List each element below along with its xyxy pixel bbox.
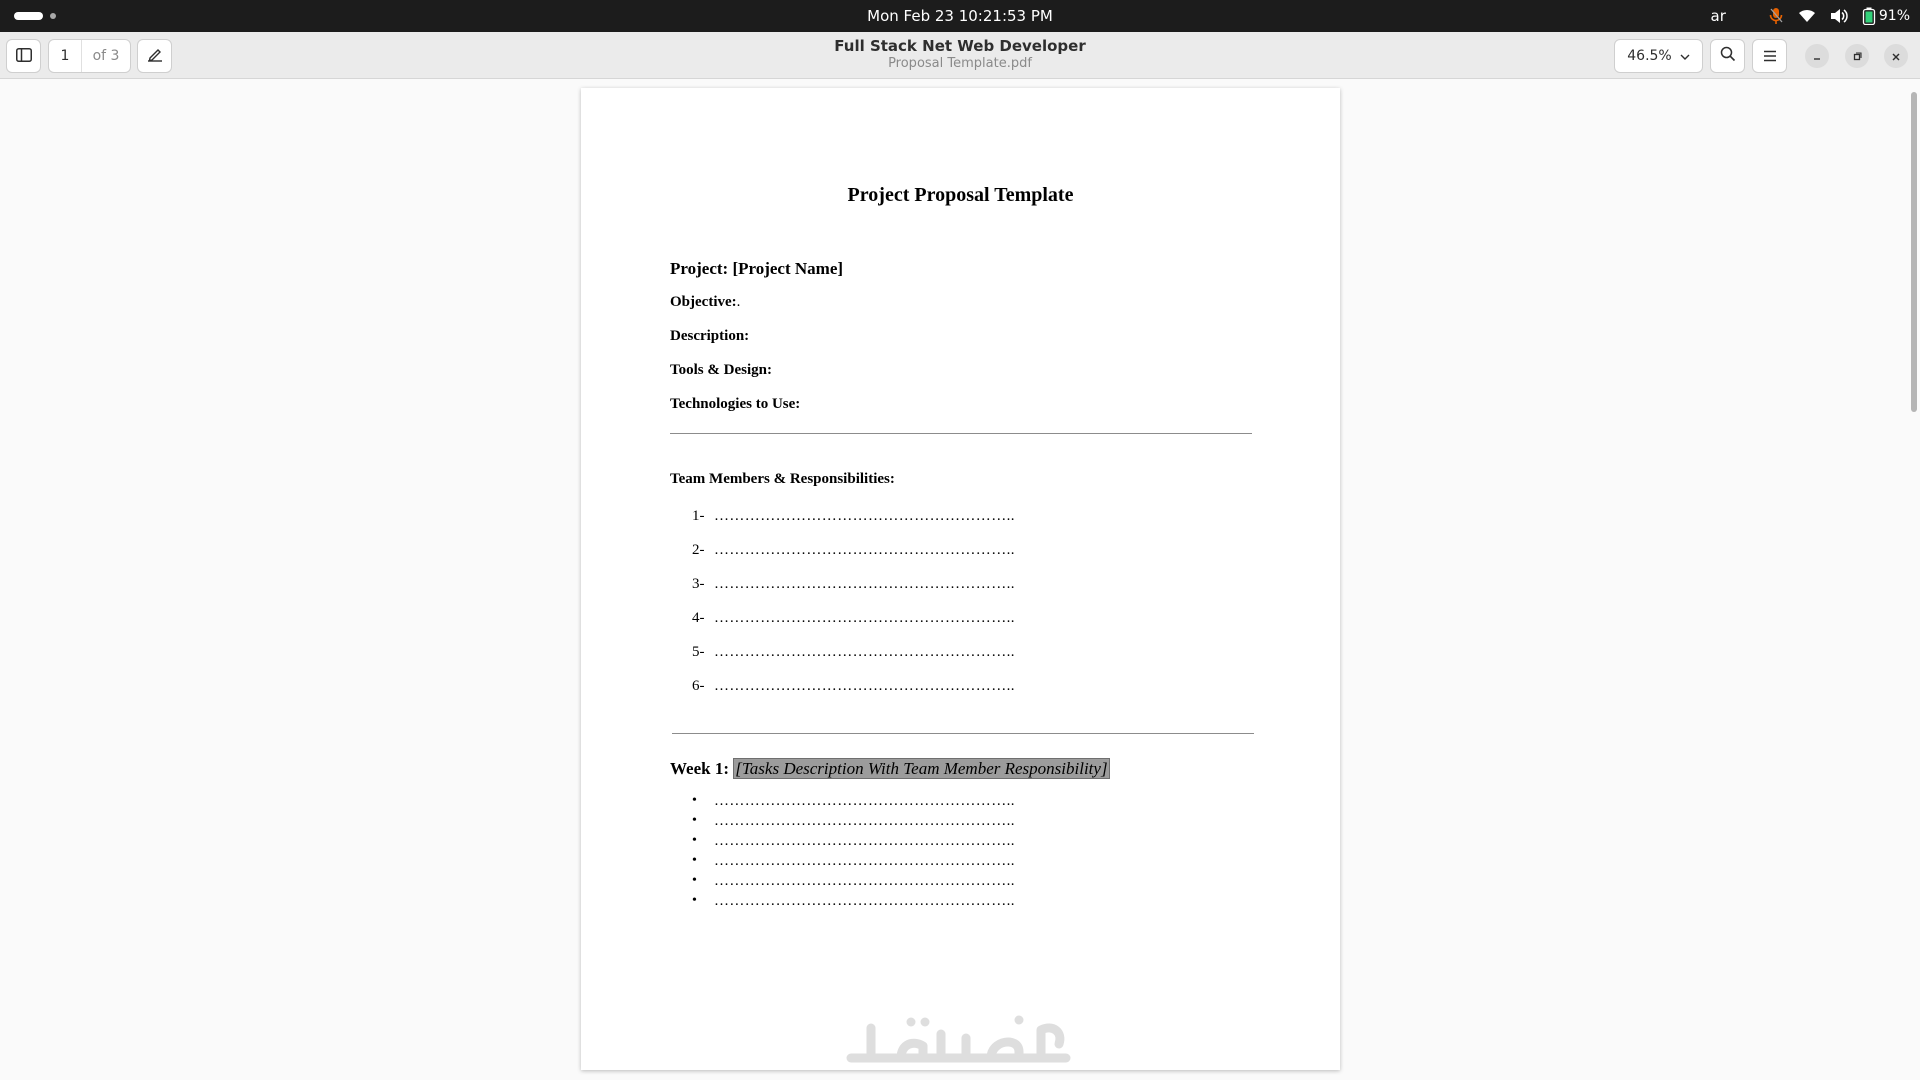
- team-member-number: 5-: [692, 644, 705, 660]
- close-button[interactable]: [1884, 44, 1908, 68]
- activities-indicator[interactable]: [14, 12, 56, 20]
- clock-datetime[interactable]: Mon Feb 23 10:21:53 PM: [867, 7, 1053, 25]
- team-member-line: …………………………………………………..: [714, 610, 1015, 626]
- task-line: …………………………………………………..: [714, 813, 1015, 829]
- team-member-line: …………………………………………………..: [714, 678, 1015, 694]
- technologies-label: Technologies to Use:: [670, 396, 801, 412]
- pencil-icon: [147, 46, 163, 66]
- input-language-indicator[interactable]: ar: [1710, 7, 1726, 25]
- week-1-heading: [670, 759, 1110, 779]
- wifi-icon[interactable]: [1798, 9, 1816, 23]
- team-member-line: …………………………………………………..: [714, 644, 1015, 660]
- task-line: …………………………………………………..: [714, 893, 1015, 909]
- search-button[interactable]: [1710, 39, 1745, 73]
- team-member-number: 1-: [692, 508, 705, 524]
- objective-field: [670, 294, 740, 311]
- description-label: Description:: [670, 328, 750, 344]
- microphone-icon[interactable]: [1768, 7, 1784, 25]
- khamsat-watermark-logo: [841, 1006, 1081, 1070]
- bullet: •: [692, 873, 697, 888]
- task-line: …………………………………………………..: [714, 853, 1015, 869]
- team-member-number: 4-: [692, 610, 705, 626]
- team-member-line: …………………………………………………..: [714, 508, 1015, 524]
- bullet: •: [692, 853, 697, 868]
- team-member-number: 2-: [692, 542, 705, 558]
- team-member-number: 6-: [692, 678, 705, 694]
- section-divider: [670, 433, 1252, 434]
- bullet: •: [692, 893, 697, 908]
- document-viewer-headerbar: [0, 32, 1920, 79]
- vertical-scrollbar[interactable]: [1911, 92, 1917, 412]
- objective-label: Objective:: [670, 294, 737, 310]
- project-name-field: Project: [Project Name]: [670, 259, 844, 278]
- team-member-number: 3-: [692, 576, 705, 592]
- bullet: •: [692, 813, 697, 828]
- battery-percent: 91%: [1878, 8, 1910, 24]
- bullet: •: [692, 833, 697, 848]
- task-line: …………………………………………………..: [714, 793, 1015, 809]
- task-line: …………………………………………………..: [714, 833, 1015, 849]
- chevron-down-icon: [1680, 48, 1690, 64]
- team-member-line: …………………………………………………..: [714, 576, 1015, 592]
- zoom-level: 46.5%: [1627, 48, 1672, 64]
- sidebar-toggle-button[interactable]: [6, 39, 41, 73]
- objective-value: .: [736, 294, 741, 310]
- window-subtitle: Proposal Template.pdf: [888, 56, 1032, 71]
- close-icon: [1891, 47, 1901, 66]
- pdf-page: [581, 88, 1340, 1070]
- current-page-input[interactable]: 1: [49, 40, 82, 72]
- document-view[interactable]: [0, 80, 1920, 1080]
- page-number-entry[interactable]: [48, 39, 131, 73]
- week-label: Week 1:: [670, 759, 730, 778]
- workspace-active-indicator: [14, 12, 43, 20]
- bullet: •: [692, 793, 697, 808]
- system-tray[interactable]: [1711, 0, 1910, 32]
- document-title: Project Proposal Template: [847, 184, 1074, 206]
- battery-icon: [1862, 7, 1876, 25]
- tools-design-label: Tools & Design:: [670, 362, 772, 378]
- minimize-icon: [1812, 47, 1822, 66]
- window-title: Full Stack Net Web Developer: [834, 37, 1086, 55]
- minimize-button[interactable]: [1805, 44, 1829, 68]
- section-divider: [672, 733, 1254, 734]
- workspace-inactive-indicator: [50, 13, 56, 19]
- task-line: …………………………………………………..: [714, 873, 1015, 889]
- restore-button[interactable]: [1845, 44, 1869, 68]
- hamburger-menu-icon: [1763, 47, 1777, 66]
- page-total-label: of 3: [92, 48, 120, 64]
- zoom-dropdown[interactable]: [1614, 39, 1703, 73]
- restore-icon: [1852, 47, 1862, 66]
- system-top-bar: [0, 0, 1920, 32]
- search-icon: [1720, 46, 1736, 66]
- team-members-heading: Team Members & Responsibilities:: [670, 471, 895, 487]
- main-menu-button[interactable]: [1752, 39, 1787, 73]
- sidebar-toggle-icon: [16, 47, 32, 66]
- battery-indicator[interactable]: [1862, 7, 1910, 25]
- week-task-placeholder[interactable]: [Tasks Description With Team Member Responsibility]: [735, 759, 1108, 778]
- speaker-icon[interactable]: [1830, 8, 1848, 24]
- team-member-line: …………………………………………………..: [714, 542, 1015, 558]
- annotate-button[interactable]: [137, 39, 172, 73]
